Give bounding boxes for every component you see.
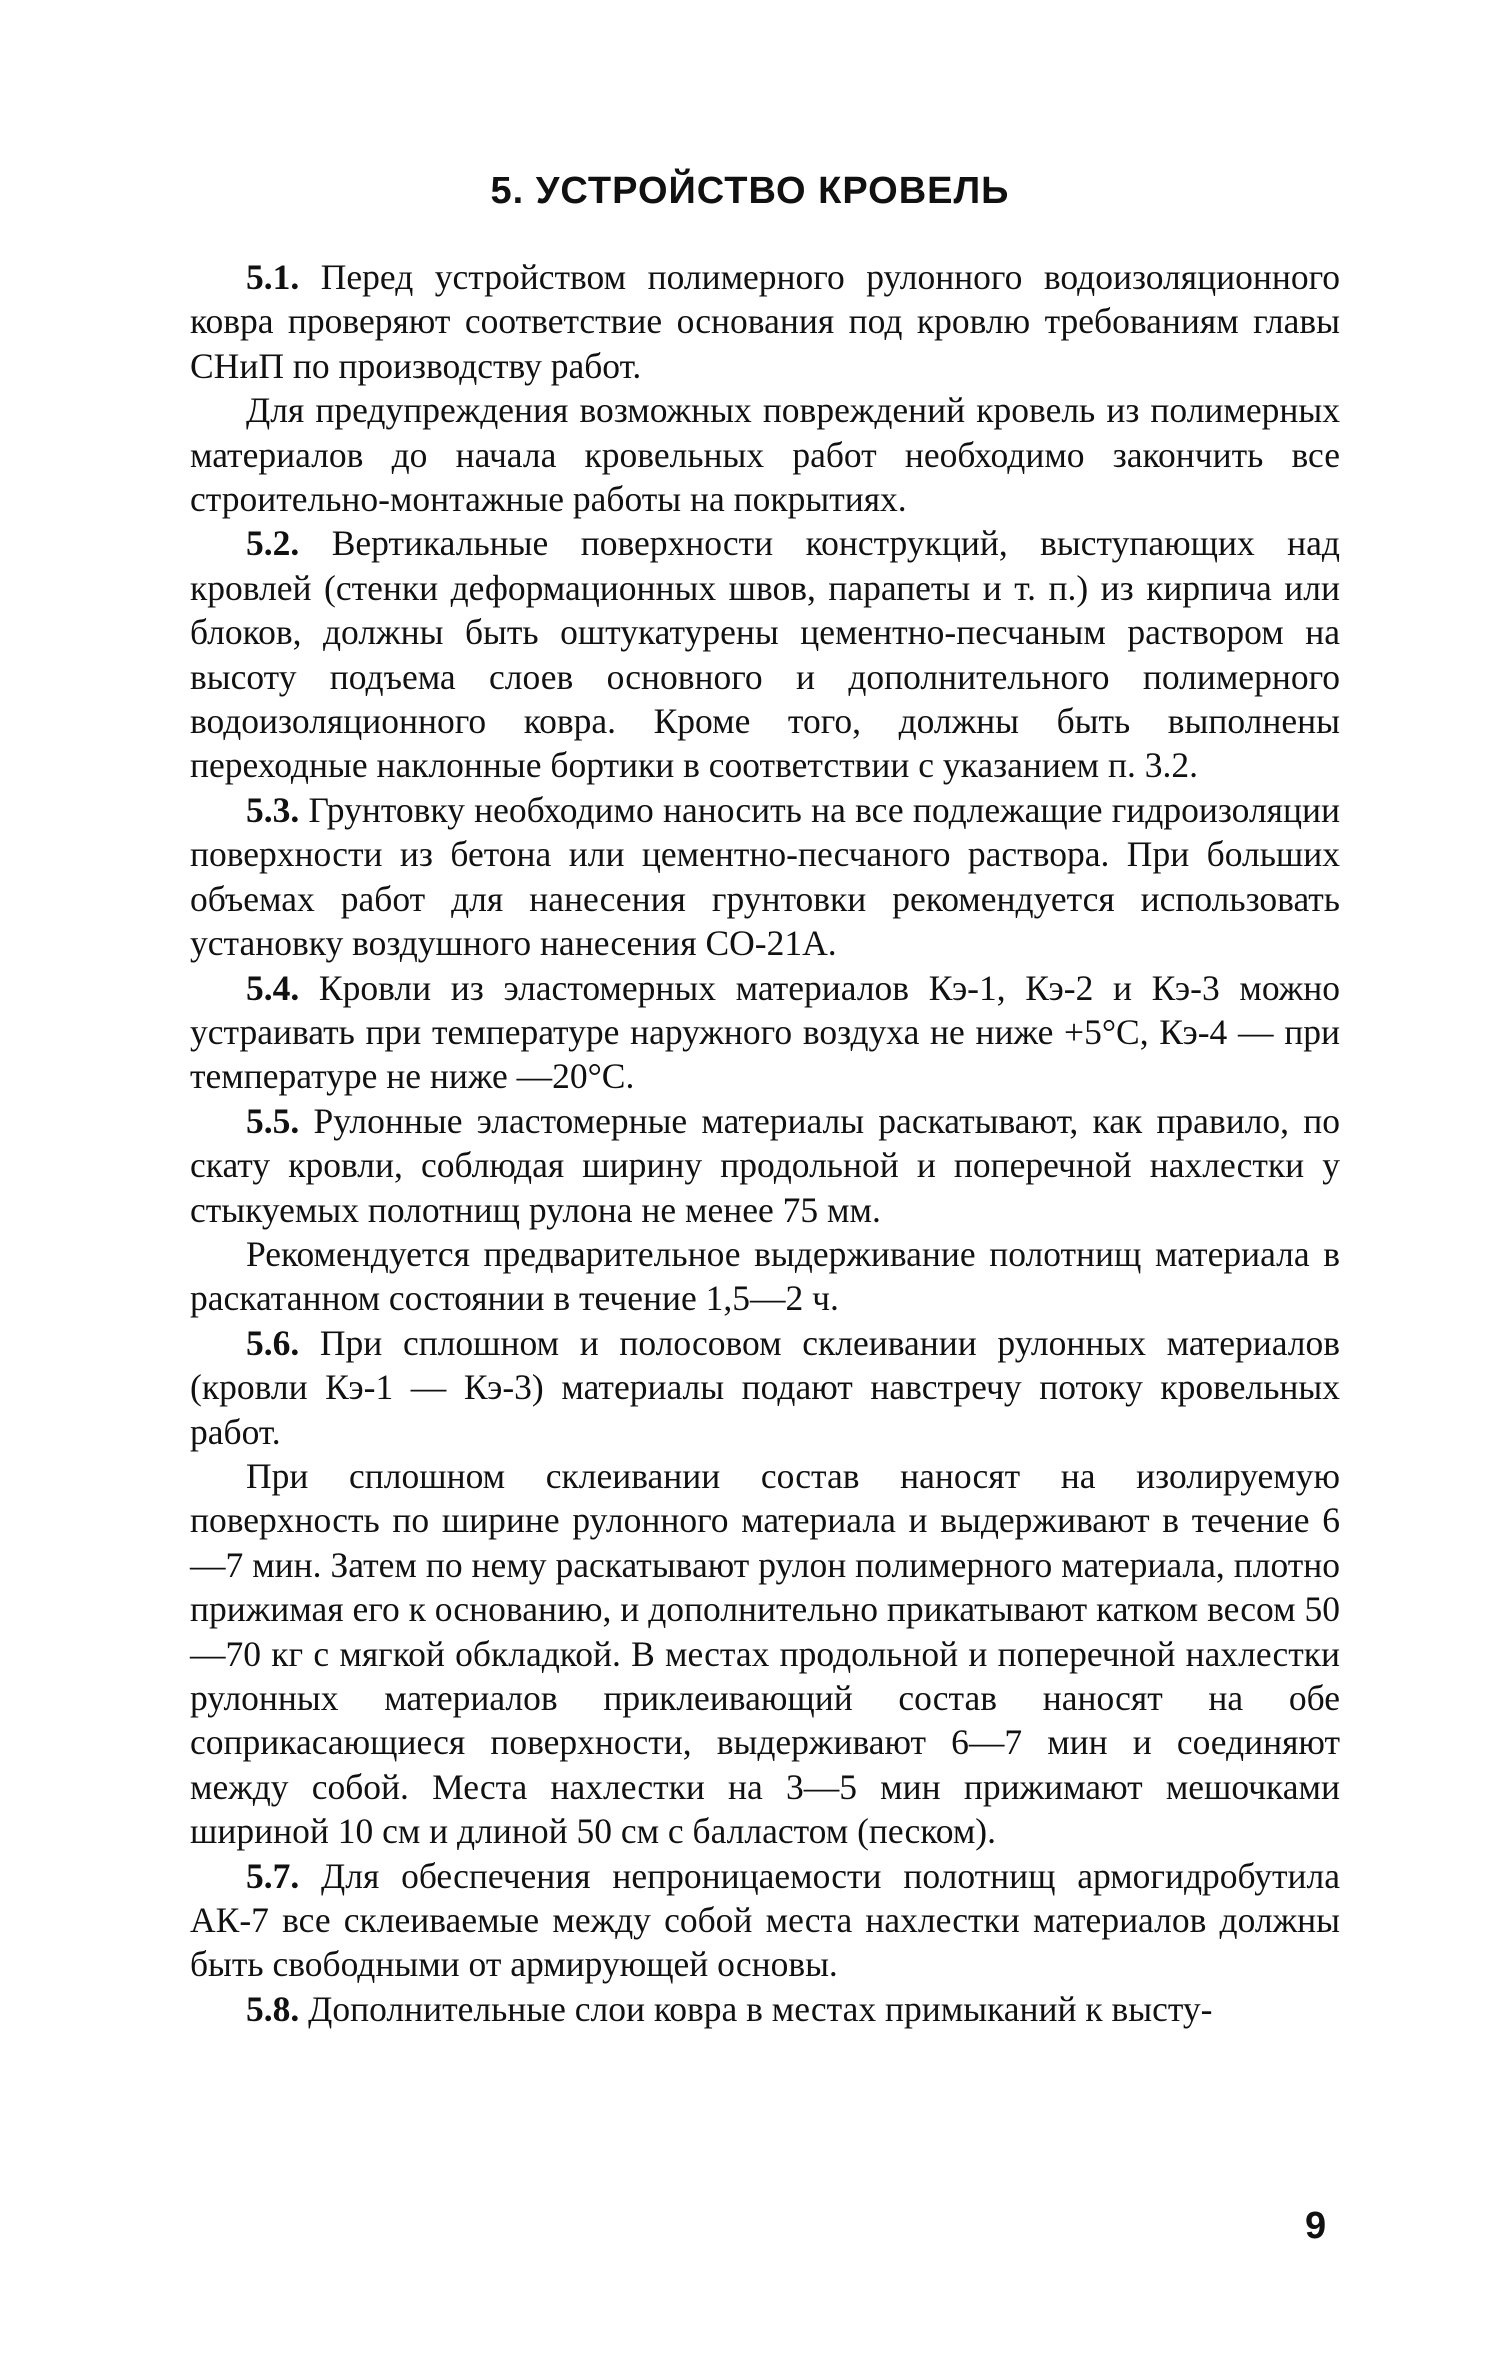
paragraph-5-2	[190, 521, 1340, 787]
paragraph-text: Дополнительные слои ковра в местах примыканий к высту-	[299, 1988, 1213, 2029]
paragraph-number: 5.7.	[246, 1855, 300, 1896]
paragraph-5-5-cont	[190, 1232, 1340, 1321]
paragraph-text: При сплошном склеивании состав наносят на изолируемую поверхность по ширине рулонного материала и выдерживают в течение 6—7 мин. Затем по нему раскатывают рулон полимерного материала, плотно прижимая его к основанию, и дополнительно прикатывают катком весом 50—70 кг с мягкой обкладкой. В местах продольной и поперечной нахлестки рулонных материалов приклеивающий состав наносят на обе соприкасающиеся поверхности, выдерживают 6—7 мин и соединяют между собой. Места нахлестки на 3—5 мин прижимают мешочками шириной 10 см и длиной 50 см с балластом (песком).	[190, 1455, 1340, 1852]
paragraph-text: Перед устройством полимерного рулонного водоизоляционного ковра проверяют соответствие основания под кровлю требованиям главы СНиП по производству работ.	[190, 257, 1340, 386]
paragraph-number: 5.1.	[246, 257, 300, 297]
paragraph-number: 5.6.	[246, 1322, 300, 1363]
paragraph-5-6	[190, 1321, 1340, 1454]
paragraph-text: Для предупреждения возможных повреждений кровель из полимерных материалов до начала кровельных работ необходимо закончить все строительно-монтажные работы на покрытиях.	[190, 390, 1340, 520]
section-body	[190, 255, 1340, 2031]
page-number: 9	[1305, 2205, 1327, 2247]
paragraph-text: Рулонные эластомерные материалы раскатывают, как правило, по скату кровли, соблюдая ширину продольной и поперечной нахлестки у стыкуемых полотнищ рулона не менее 75 мм.	[190, 1100, 1340, 1230]
paragraph-text: Для обеспечения непроницаемости полотнищ армогидробутила АК-7 все склеиваемые между собой места нахлестки материалов должны быть свободными от армирующей основы.	[190, 1855, 1340, 1985]
paragraph-5-1	[190, 255, 1340, 388]
paragraph-text: Грунтовку необходимо наносить на все подлежащие гидроизоляции поверхности из бетона или цементно-песчаного раствора. При больших объемах работ для нанесения грунтовки рекомендуется использовать установку воздушного нанесения СО-21А.	[190, 789, 1340, 964]
paragraph-number: 5.8.	[246, 1988, 300, 2029]
paragraph-5-5	[190, 1099, 1340, 1232]
paragraph-number: 5.5.	[246, 1100, 300, 1141]
paragraph-text: Вертикальные поверхности конструкций, выступающих над кровлей (стенки деформационных швов, парапеты и т. п.) из кирпича или блоков, должны быть оштукатурены цементно-песчаным раствором на высоту подъема слоев основного и дополнительного полимерного водоизоляционного ковра. Кроме того, должны быть выполнены переходные наклонные бортики в соответствии с указанием п. 3.2.	[190, 523, 1340, 786]
paragraph-5-1-cont	[190, 388, 1340, 521]
paragraph-text: Кровли из эластомерных материалов Кэ-1, Кэ-2 и Кэ-3 можно устраивать при температуре наружного воздуха не ниже +5°С, Кэ-4 — при температуре не ниже —20°С.	[190, 967, 1340, 1097]
paragraph-number: 5.3.	[246, 789, 300, 830]
paragraph-5-8	[190, 1987, 1340, 2031]
section-title: 5. УСТРОЙСТВО КРОВЕЛЬ	[490, 170, 1010, 212]
paragraph-text: Рекомендуется предварительное выдерживание полотнищ материала в раскатанном состоянии в течение 1,5—2 ч.	[190, 1233, 1340, 1319]
paragraph-5-3	[190, 788, 1340, 966]
paragraph-number: 5.4.	[246, 967, 300, 1008]
paragraph-5-7	[190, 1854, 1340, 1987]
paragraph-number: 5.2.	[246, 523, 300, 564]
paragraph-5-4	[190, 966, 1340, 1099]
paragraph-text: При сплошном и полосовом склеивании рулонных материалов (кровли Кэ-1 — Кэ-3) материалы подают навстречу потоку кровельных работ.	[190, 1322, 1340, 1452]
paragraph-5-6-cont	[190, 1454, 1340, 1854]
